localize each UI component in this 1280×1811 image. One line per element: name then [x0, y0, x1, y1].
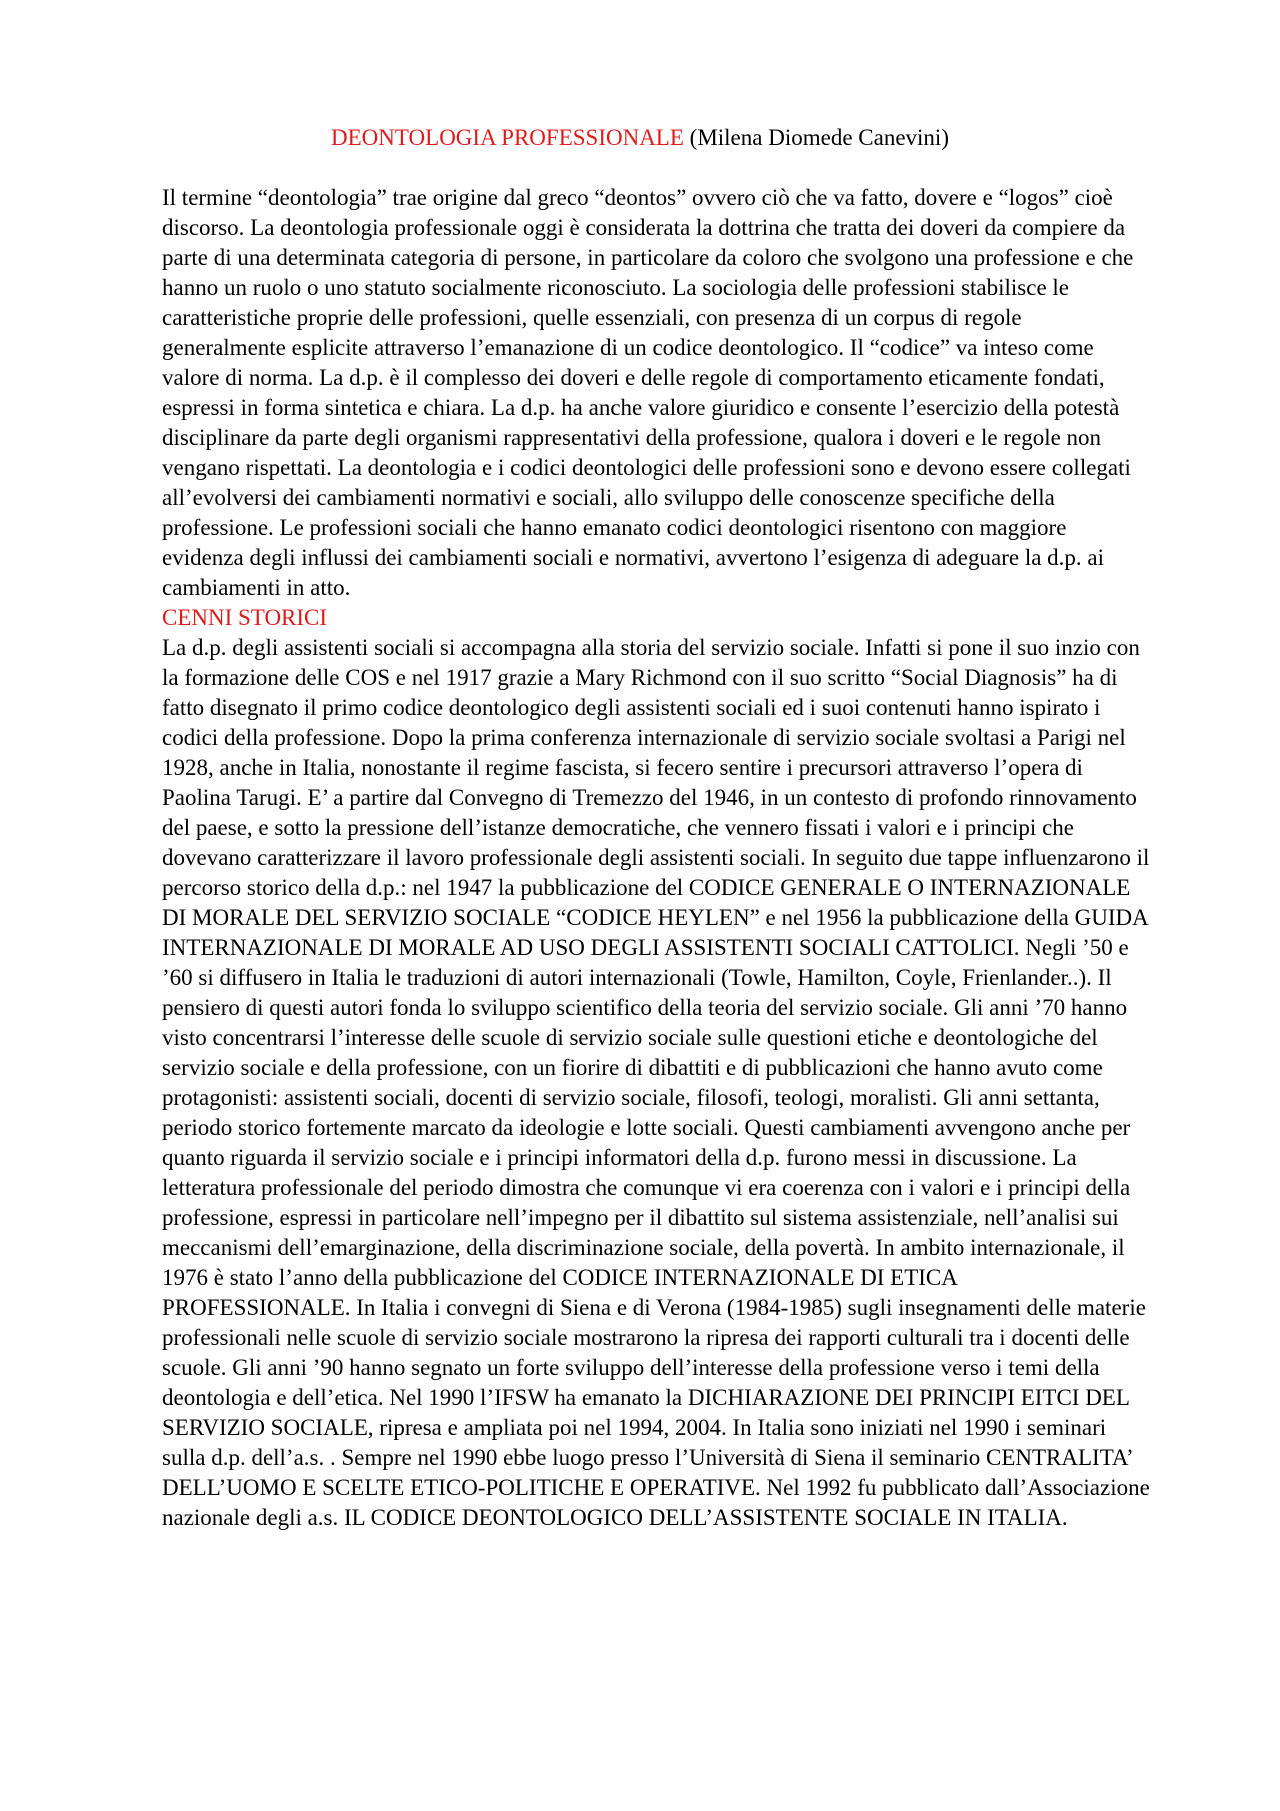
paragraph-intro: Il termine “deontologia” trae origine dal greco “deontos” ovvero ciò che va fatto, dovere e “logos” cioè discorso. La deontologia professionale oggi è considerata la dottrina che tratta dei doveri da compiere da parte di una determinata categoria di persone, in particolare da coloro che svolgono una professione e che hanno un ruolo o uno statuto socialmente riconosciuto. La sociologia delle professioni stabilisce le caratteristiche proprie delle professioni, quelle essenziali, con presenza di un corpus di regole generalmente esplicite attraverso l’emanazione di un codice deontologico. Il “codice” va inteso come valore di norma. La d.p. è il complesso dei doveri e delle regole di comportamento eticamente fondati, espressi in forma sintetica e chiara. La d.p. ha anche valore giuridico e consente l’esercizio della potestà disciplinare da parte degli organismi rappresentativi della professione, qualora i doveri e le regole non vengano rispettati. La deontologia e i codici deontologici delle professioni sono e devono essere collegati all’evolversi dei cambiamenti normativi e sociali, allo sviluppo delle conoscenze specifiche della professione. Le professioni sociali che hanno emanato codici deontologici risentono con maggiore evidenza degli influssi dei cambiamenti sociali e normativi, avvertono l’esigenza di adeguare la d.p. ai cambiamenti in atto.: [162, 185, 1134, 600]
title-author: (Milena Diomede Canevini): [689, 125, 949, 150]
section-heading-cenni-storici: CENNI STORICI: [162, 605, 328, 630]
document-title: [0, 124, 1280, 152]
title-main: DEONTOLOGIA PROFESSIONALE: [331, 125, 684, 150]
paragraph-history: La d.p. degli assistenti sociali si accompagna alla storia del servizio sociale. Infatti si pone il suo inzio con la formazione delle COS e nel 1917 grazie a Mary Richmond con il suo scritto “Social Diagnosis” ha di fatto disegnato il primo codice deontologico degli assistenti sociali ed i suoi contenuti hanno ispirato i codici della professione. Dopo la prima conferenza internazionale di servizio sociale svoltasi a Parigi nel 1928, anche in Italia, nonostante il regime fascista, si fecero sentire i precursori attraverso l’opera di Paolina Tarugi. E’ a partire dal Convegno di Tremezzo del 1946, in un contesto di profondo rinnovamento del paese, e sotto la pressione dell’istanze democratiche, che vennero fissati i valori e i principi che dovevano caratterizzare il lavoro professionale degli assistenti sociali. In seguito due tappe influenzarono il percorso storico della d.p.: nel 1947 la pubblicazione del CODICE GENERALE O INTERNAZIONALE DI MORALE DEL SERVIZIO SOCIALE “CODICE HEYLEN” e nel 1956 la pubblicazione della GUIDA INTERNAZIONALE DI MORALE AD USO DEGLI ASSISTENTI SOCIALI CATTOLICI. Negli ’50 e ’60 si diffusero in Italia le traduzioni di autori internazionali (Towle, Hamilton, Coyle, Frienlander..). Il pensiero di questi autori fonda lo sviluppo scientifico della teoria del servizio sociale. Gli anni ’70 hanno visto concentrarsi l’interesse delle scuole di servizio sociale sulle questioni etiche e deontologiche del servizio sociale e della professione, con un fiorire di dibattiti e di pubblicazioni che hanno avuto come protagonisti: assistenti sociali, docenti di servizio sociale, filosofi, teologi, moralisti. Gli anni settanta, periodo storico fortemente marcato da ideologie e lotte sociali. Questi cambiamenti avvengono anche per quanto riguarda il servizio sociale e i principi informatori della d.p. furono messi in discussione. La letteratura professionale del periodo dimostra che comunque vi era coerenza con i valori e i principi della professione, espressi in particolare nell’impegno per il dibattito sul sistema assistenziale, nell’analisi sui meccanismi dell’emarginazione, della discriminazione sociale, della povertà. In ambito internazionale, il 1976 è stato l’anno della pubblicazione del CODICE INTERNAZIONALE DI ETICA PROFESSIONALE. In Italia i convegni di Siena e di Verona (1984-1985) sugli insegnamenti delle materie professionali nelle scuole di servizio sociale mostrarono la ripresa dei rapporti culturali tra i docenti delle scuole. Gli anni ’90 hanno segnato un forte sviluppo dell’interesse della professione verso i temi della deontologia e dell’etica. Nel 1990 l’IFSW ha emanato la DICHIARAZIONE DEI PRINCIPI EITCI DEL SERVIZIO SOCIALE, ripresa e ampliata poi nel 1994, 2004. In Italia sono iniziati nel 1990 i seminari sulla d.p. dell’a.s. . Sempre nel 1990 ebbe luogo presso l’Università di Siena il seminario CENTRALITA’ DELL’UOMO E SCELTE ETICO-POLITICHE E OPERATIVE. Nel 1992 fu pubblicato dall’Associazione nazionale degli a.s. IL CODICE DEONTOLOGICO DELL’ASSISTENTE SOCIALE IN ITALIA.: [162, 635, 1150, 1530]
document-body: [162, 183, 1150, 1533]
